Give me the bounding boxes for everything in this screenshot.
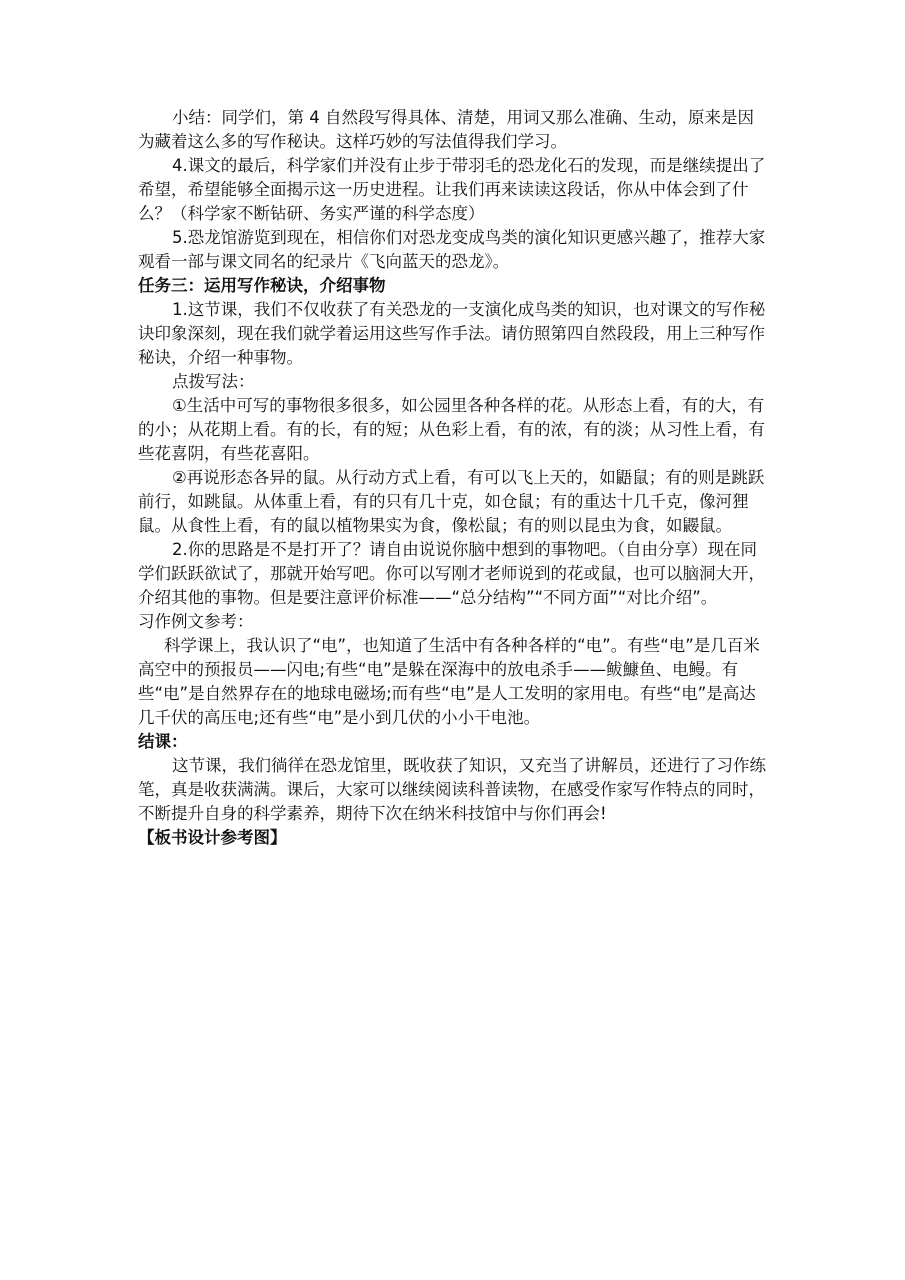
closing-heading: 结课： (138, 732, 188, 751)
writing-tips-label: 点拨写法： (172, 372, 255, 391)
closing-text: 这节课，我们徜徉在恐龙馆里，既收获了知识，又充当了讲解员，还进行了习作练笔，真是收获满满。课后，大家可以继续阅读科普读物，在感受作家写作特点的同时，不断提升自身的科学素养，期待下次在纳米科技馆中与你们再会! (138, 756, 766, 823)
tip-mice-paragraph: ②再说形态各异的鼠。从行动方式上看，有可以飞上天的，如鼯鼠；有的则是跳跃前行，如跳鼠。从体重上看，有的只有几十克，如仓鼠；有的重达十几千克，像河狸鼠。从食性上看，有的鼠以植物果实为食，像松鼠；有的则以昆虫为食，如鼹鼠。 (138, 468, 765, 535)
task3-paragraph-1: 1.这节课，我们不仅收获了有关恐龙的一支演化成鸟类的知识，也对课文的写作秘诀印象深刻，现在我们就学着运用这些写作手法。请仿照第四自然段段，用上三种写作秘诀，介绍一种事物。 (138, 300, 766, 367)
paragraph-4: 4.课文的最后，科学家们并没有止步于带羽毛的恐龙化石的发现，而是继续提出了希望，希望能够全面揭示这一历史进程。让我们再来读读这段话，你从中体会到了什么？（科学家不断钻研、务实严谨的科学态度） (138, 156, 766, 223)
summary-paragraph: 小结：同学们，第 4 自然段写得具体、清楚，用词又那么准确、生动，原来是因为藏着这么多的写作秘诀。这样巧妙的写法值得我们学习。 (138, 108, 754, 151)
document-body (138, 106, 768, 850)
task3-heading: 任务三：运用写作秘诀，介绍事物 (138, 276, 386, 295)
example-label: 习作例文参考： (138, 612, 254, 631)
paragraph-5: 5.恐龙馆游览到现在，相信你们对恐龙变成鸟类的演化知识更感兴趣了，推荐大家观看一部与课文同名的纪录片《飞向蓝天的恐龙》。 (138, 228, 766, 271)
example-text: 科学课上，我认识了“电”，也知道了生活中有各种各样的“电”。有些“电”是几百米高空中的预报员——闪电;有些“电”是躲在深海中的放电杀手——鲅鱇鱼、电鳗。有些“电”是自然界存在的地球电磁场;而有些“电”是人工发明的家用电。有些“电”是高达几千伏的高压电;还有些“电”是小到几伏的小小干电池。 (138, 636, 760, 727)
board-design-heading: 【板书设计参考图】 (138, 828, 287, 847)
tip-flowers-paragraph: ①生活中可写的事物很多很多，如公园里各种各样的花。从形态上看，有的大，有的小；从花期上看。有的长，有的短；从色彩上看，有的浓，有的淡；从习性上看，有些花喜阴，有些花喜阳。 (138, 396, 765, 463)
task3-paragraph-2: 2.你的思路是不是打开了？请自由说说你脑中想到的事物吧。（自由分享）现在同学们跃跃欲试了，那就开始写吧。你可以写刚才老师说到的花或鼠，也可以脑洞大开，介绍其他的事物。但是要注意评价标准——“总分结构”“不同方面”“对比介绍”。 (138, 540, 765, 607)
